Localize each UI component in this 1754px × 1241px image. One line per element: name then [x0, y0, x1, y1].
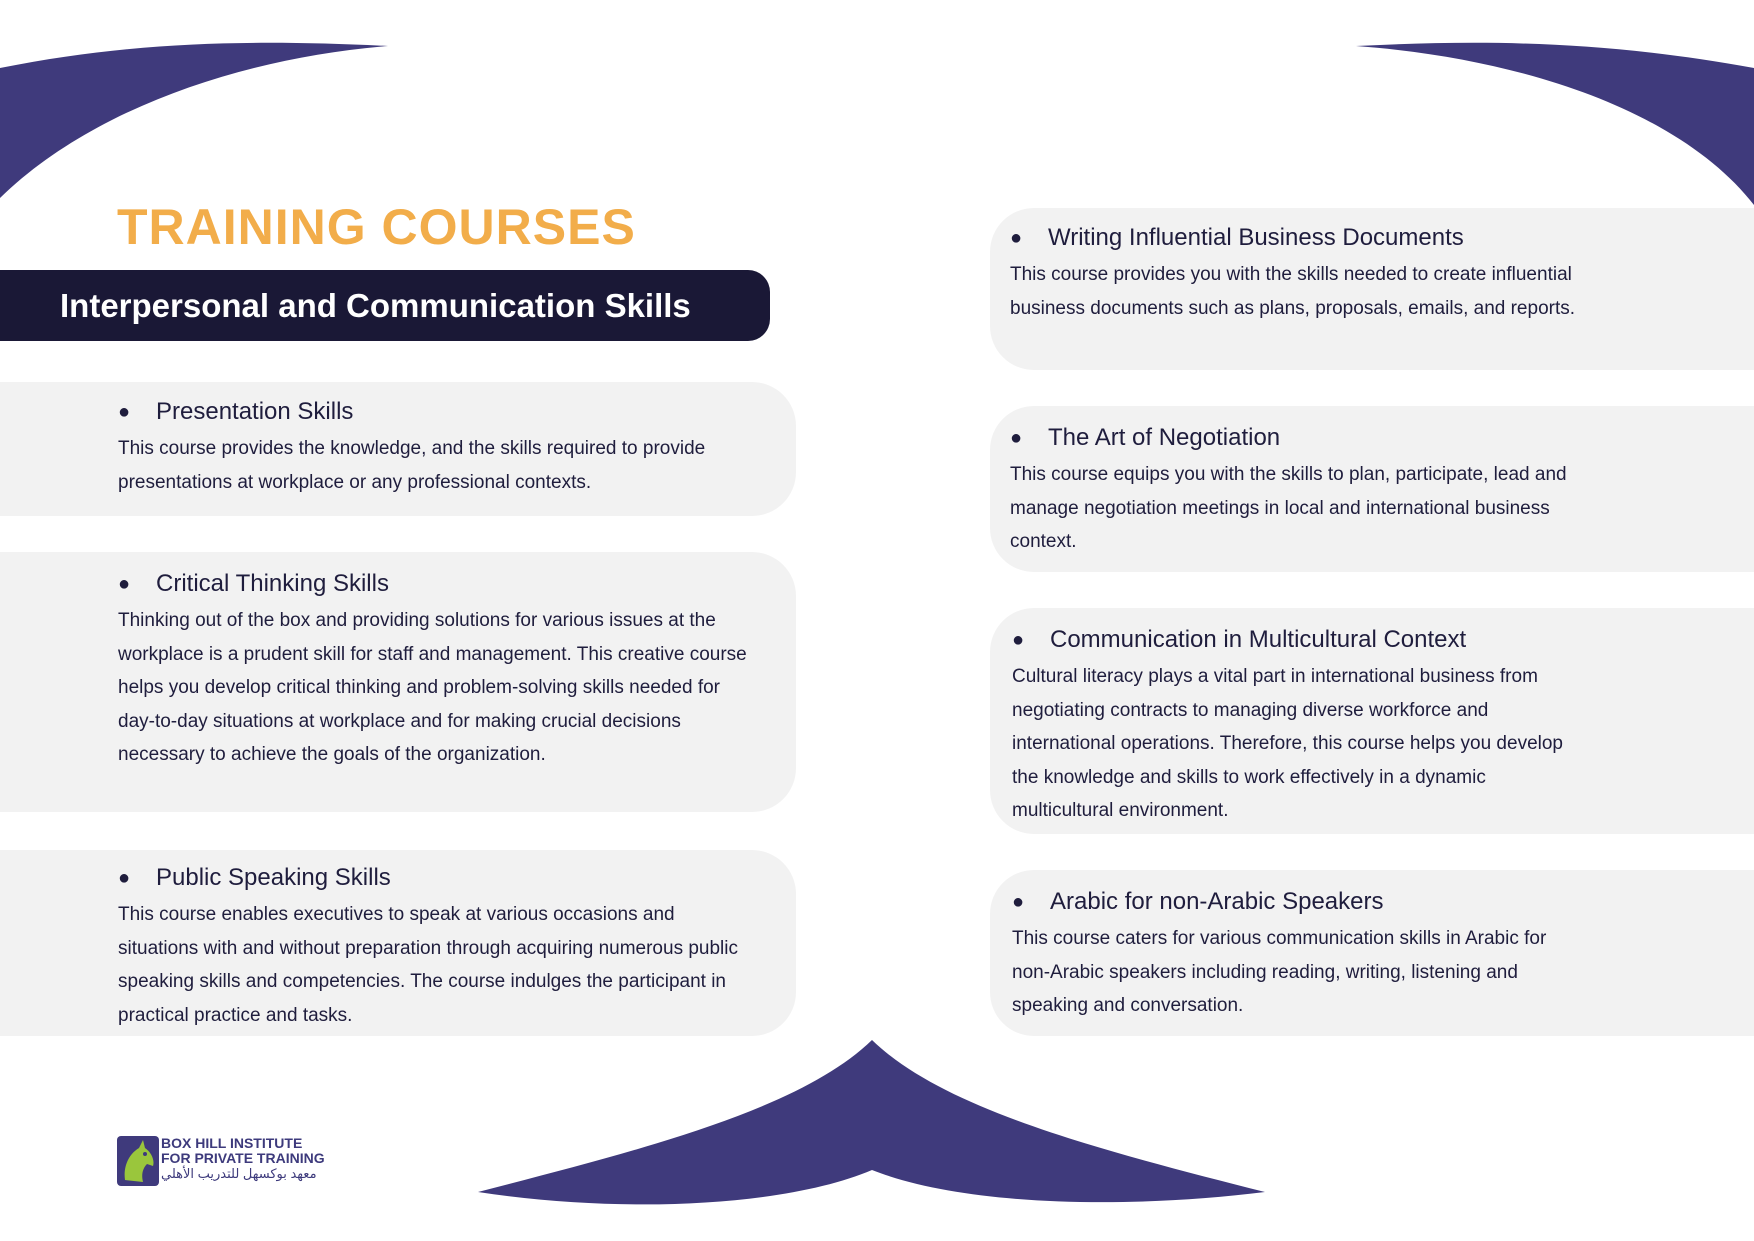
bullet-icon: ● [118, 400, 131, 423]
course-title-text: Communication in Multicultural Context [1050, 626, 1467, 653]
top-right-swoosh [1356, 43, 1754, 205]
bullet-icon: ● [118, 572, 131, 595]
course-description: This course equips you with the skills to plan, participate, lead and manage negotiation meetings in local and international business context. [1010, 464, 1567, 552]
course-title [118, 398, 756, 426]
bullet-icon: ● [1010, 226, 1023, 249]
logo-line-1: BOX HILL INSTITUTE [161, 1135, 303, 1151]
course-description: This course caters for various communication skills in Arabic for non-Arabic speakers including reading, writing, listening and speaking and conversation. [1012, 928, 1547, 1016]
course-title [1012, 888, 1584, 916]
bottom-center-swoosh [478, 1040, 1265, 1204]
course-card-presentation-skills [0, 382, 796, 516]
logo-line-2: FOR PRIVATE TRAINING [161, 1150, 325, 1166]
course-title [118, 864, 756, 892]
course-description: This course provides you with the skills needed to create influential business documents such as plans, proposals, emails, and reports. [1010, 264, 1576, 319]
course-card-multicultural [990, 608, 1754, 834]
course-title-text: Writing Influential Business Documents [1048, 224, 1464, 251]
top-left-swoosh [0, 43, 388, 198]
section-heading-banner [0, 270, 770, 341]
logo-text [161, 1136, 325, 1181]
course-card-arabic [990, 870, 1754, 1036]
course-description: Cultural literacy plays a vital part in international business from negotiating contracts to managing diverse workforce and international operations. Therefore, this course helps you develop the knowledge and skills to work effectively in a dynamic multicultural environment. [1012, 666, 1563, 821]
page-title: TRAINING COURSES [117, 199, 636, 255]
course-title-text: Presentation Skills [156, 398, 354, 425]
bullet-icon: ● [1010, 426, 1023, 449]
course-card-critical-thinking [0, 552, 796, 812]
logo-line-arabic: معهد بوكسهل للتدريب الأهلي [161, 1166, 317, 1181]
bullet-icon: ● [118, 866, 131, 889]
bullet-icon: ● [1012, 628, 1025, 651]
course-title [1012, 626, 1584, 654]
course-title [1010, 224, 1584, 252]
bullet-icon: ● [1012, 890, 1025, 913]
course-card-negotiation [990, 406, 1754, 572]
course-title [118, 570, 756, 598]
course-title-text: Public Speaking Skills [156, 864, 391, 891]
course-title-text: Critical Thinking Skills [156, 570, 389, 597]
institute-logo [117, 1136, 325, 1186]
course-description: This course enables executives to speak at various occasions and situations with and without preparation through acquiring numerous public speaking skills and competencies. The course indulges the participant in practical practice and tasks. [118, 904, 738, 1026]
course-card-business-documents [990, 208, 1754, 370]
course-title-text: Arabic for non-Arabic Speakers [1050, 888, 1384, 915]
course-description: This course provides the knowledge, and the skills required to provide presentations at workplace or any professional contexts. [118, 438, 706, 493]
horse-head-logo-icon [117, 1136, 159, 1186]
section-heading: Interpersonal and Communication Skills [60, 286, 691, 324]
course-title-text: The Art of Negotiation [1048, 424, 1281, 451]
course-card-public-speaking [0, 850, 796, 1036]
course-description: Thinking out of the box and providing solutions for various issues at the workplace is a prudent skill for staff and management. This creative course helps you develop critical thinking and problem-solving skills needed for day-to-day situations at workplace and for making crucial decisions necessary to achieve the goals of the organization. [118, 610, 747, 765]
course-title [1010, 424, 1584, 452]
